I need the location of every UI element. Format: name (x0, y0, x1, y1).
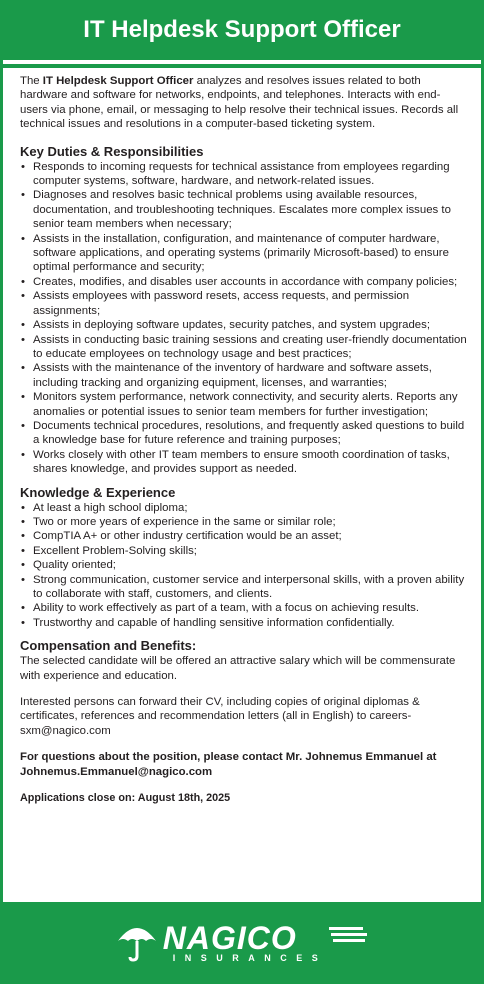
knowledge-list (20, 501, 467, 631)
umbrella-icon (115, 919, 159, 968)
duty-item: • Responds to incoming requests for technical assistance from employees regarding computer systems, software, hardware, and network-related issues. (20, 160, 467, 189)
speed-lines-icon (329, 925, 369, 952)
knowledge-item: • Strong communication, customer service and interpersonal skills, with a proven ability to collaborate with staff, customers, and clients. (20, 573, 467, 602)
knowledge-item: • Two or more years of experience in the same or similar role; (20, 515, 467, 529)
knowledge-item: • CompTIA A+ or other industry certification would be an asset; (20, 529, 467, 543)
logo-subtitle: INSURANCES (172, 953, 328, 963)
duty-item: • Assists in conducting basic training sessions and creating user-friendly documentation to educate employees on technology usage and best practices; (20, 333, 467, 362)
knowledge-item: • Ability to work effectively as part of a team, with a focus on achieving results. (20, 601, 467, 615)
duty-item: • Monitors system performance, network connectivity, and security alerts. Reports any anomalies or potential issues to senior team members for further investigation; (20, 390, 467, 419)
logo-name: NAGICO (162, 920, 297, 956)
posting-body (3, 64, 481, 805)
intro-role: IT Helpdesk Support Officer (42, 75, 194, 87)
footer-banner (3, 902, 481, 984)
duty-item: • Assists employees with password resets, access requests, and permission assignments; (20, 289, 467, 318)
duty-item: • Assists in deploying software updates, security patches, and system upgrades; (20, 318, 467, 332)
page-title: IT Helpdesk Support Officer (83, 16, 401, 43)
duty-item: • Documents technical procedures, resolutions, and frequently asked questions to build a knowledge base for future reference and training purposes; (20, 419, 467, 448)
deadline-text: Applications close on: August 18th, 2025 (20, 792, 231, 805)
duty-item: • Diagnoses and resolves basic technical problems using available resources, documentation, and troubleshooting techniques. Escalates more complex issues to senior team members when necessary; (20, 188, 467, 231)
duties-list (20, 160, 467, 477)
knowledge-item: • Trustworthy and capable of handling sensitive information confidentially. (20, 616, 467, 630)
duty-item: • Creates, modifies, and disables user accounts in accordance with company policies; (20, 275, 467, 289)
header-banner (3, 0, 481, 64)
intro-prefix: The (20, 75, 43, 87)
duty-item: • Assists with the maintenance of the inventory of hardware and software assets, including tracking and organizing equipment, licenses, and warranties; (20, 361, 467, 390)
duty-item: • Assists in the installation, configuration, and maintenance of computer hardware, software applications, and operating systems (primarily Microsoft-based) to ensure optimal performance and security; (20, 232, 467, 275)
knowledge-item: • At least a high school diploma; (20, 501, 467, 515)
duty-item: • Works closely with other IT team members to ensure smooth coordination of tasks, shares knowledge, and provides support as needed. (20, 448, 467, 477)
contact-text: For questions about the position, please contact Mr. Johnemus Emmanuel at Johnemus.Emmanuel@nagico.com (20, 751, 437, 778)
apply-text: Interested persons can forward their CV, including copies of original diplomas & certificates, references and recommendation letters (all in English) to careers-sxm@nagico.com (20, 696, 420, 737)
compensation-text: The selected candidate will be offered an attractive salary which will be commensurate with experience and education. (20, 655, 456, 682)
duties-heading: Key Duties & Responsibilities (20, 143, 204, 159)
knowledge-heading: Knowledge & Experience (20, 484, 176, 500)
compensation-heading: Compensation and Benefits: (20, 638, 197, 654)
intro-paragraph (20, 74, 467, 132)
knowledge-item: • Quality oriented; (20, 558, 467, 572)
knowledge-item: • Excellent Problem-Solving skills; (20, 544, 467, 558)
intro-text: analyzes and resolves issues related to both hardware and software for networks, endpoints, and telephones. Interacts with end-users via phone, email, or messaging to help resolve their technical issues. Records all technical issues and resolutions in a computer-based ticketing system. (20, 75, 459, 131)
nagico-logo (115, 919, 370, 968)
